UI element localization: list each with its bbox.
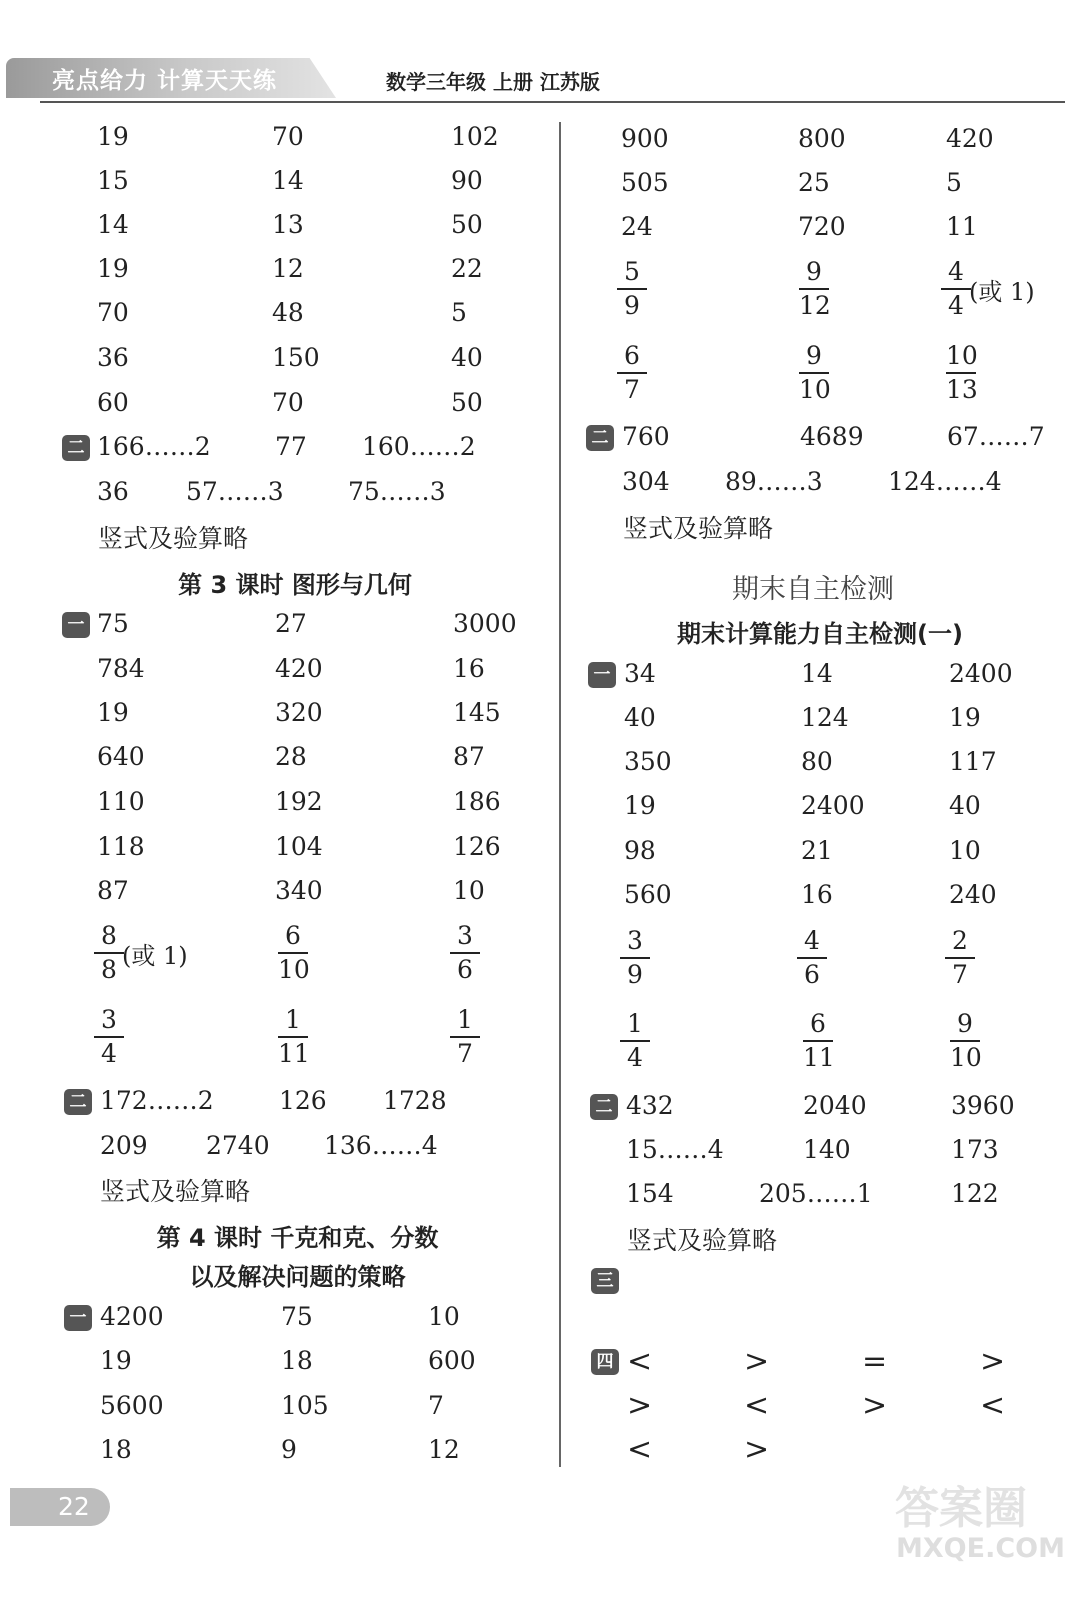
answer-cell: 16 [801,880,833,909]
answer-cell: 25 [798,168,830,197]
answer-cell: 98 [624,836,656,865]
fraction: 1 7 [450,1004,480,1070]
answer-cell: 75 [281,1302,313,1331]
answer-cell: 77 [275,432,307,461]
fraction: 3 9 [620,925,650,991]
answer-cell: 48 [272,298,304,327]
answer-cell: 3000 [453,609,517,638]
answer-cell: 5600 [100,1391,164,1420]
answer-cell: 173 [951,1135,999,1164]
answer-cell: 19 [624,791,656,820]
answer-cell: 21 [801,836,833,865]
section-badge: 二 [586,425,614,451]
fraction: 6 10 [278,921,310,984]
fraction: 1 4 [620,1008,650,1074]
note-text: 竖式及验算略 [623,514,774,543]
answer-cell: 50 [451,210,483,239]
note-text: 竖式及验算略 [100,1177,251,1206]
compare-symbol: > [862,1388,888,1423]
answer-cell: 60 [97,388,129,417]
answer-cell: 70 [272,388,304,417]
answer-cell: 18 [100,1435,132,1464]
answer-cell: 320 [275,698,323,727]
answer-cell: 3960 [951,1091,1015,1120]
answer-cell: 5 [451,298,467,327]
answer-cell: 40 [451,343,483,372]
compare-symbol: < [627,1432,653,1467]
fraction: 9 10 [799,341,831,404]
answer-cell: 136……4 [324,1131,438,1160]
fraction: 10 13 [946,341,978,404]
answer-cell: 118 [97,832,145,861]
answer-cell: 154 [626,1179,674,1208]
answer-cell: 18 [281,1346,313,1375]
header-rule [40,101,1065,103]
fraction: 2 7 [945,925,975,991]
answer-cell: 340 [275,876,323,905]
answer-cell: 19 [100,1346,132,1375]
answer-cell: 36 [97,477,129,506]
answer-cell: 12 [428,1435,460,1464]
answer-cell: 10 [428,1302,460,1331]
answer-cell: 192 [275,787,323,816]
answer-cell: 2400 [801,791,865,820]
answer-cell: 800 [798,124,846,153]
lesson-title: 第 3 课时 图形与几何 [178,571,412,599]
answer-cell: 11 [946,212,978,241]
answer-cell: 126 [453,832,501,861]
answer-cell: 102 [451,122,499,151]
answer-cell: 560 [624,880,672,909]
answer-cell: 67……7 [947,422,1045,451]
section-badge: 三 [591,1268,619,1294]
section-badge: 二 [64,1089,92,1115]
answer-cell: 640 [97,742,145,771]
lesson-title: 第 4 课时 千克和克、分数 [156,1224,439,1252]
note-text: 竖式及验算略 [627,1226,778,1255]
exam-title: 期末自主检测 [732,574,894,605]
page-number: 22 [58,1492,90,1521]
column-divider [559,122,561,1467]
answer-cell: 2740 [206,1131,270,1160]
answer-cell: 15 [97,166,129,195]
compare-symbol: = [862,1344,888,1379]
answer-cell: 600 [428,1346,476,1375]
answer-cell: 4689 [800,422,864,451]
answer-cell: 172……2 [100,1086,214,1115]
answer-cell: 145 [453,698,501,727]
answer-cell: 12 [272,254,304,283]
book-brand: 亮点给力 计算天天练 [52,68,278,94]
fraction: 8 8 [94,920,124,986]
answer-cell: 14 [272,166,304,195]
answer-cell: 50 [451,388,483,417]
answer-cell: 350 [624,747,672,776]
answer-cell: 420 [946,124,994,153]
note-text: 竖式及验算略 [98,524,249,553]
answer-cell: 5 [946,168,962,197]
fraction: 9 10 [950,1009,982,1072]
answer-cell: 784 [97,654,145,683]
answer-cell: 420 [275,654,323,683]
fraction: 3 4 [94,1004,124,1070]
answer-cell: 27 [275,609,307,638]
answer-cell: 19 [97,122,129,151]
fraction: 9 12 [799,257,831,320]
fraction: 4 6 [797,925,827,991]
answer-cell: 900 [621,124,669,153]
section-badge: 二 [62,435,90,461]
section-badge: 二 [590,1094,618,1120]
answer-cell: 505 [621,168,669,197]
fraction-note: (或 1) [969,278,1035,306]
answer-cell: 110 [97,787,145,816]
fraction: 3 6 [450,920,480,986]
book-subject: 数学三年级 上册 江苏版 [386,70,600,94]
lesson-title-line2: 以及解决问题的策略 [189,1263,406,1291]
answer-cell: 16 [453,654,485,683]
answer-cell: 240 [949,880,997,909]
answer-cell: 13 [272,210,304,239]
answer-cell: 90 [451,166,483,195]
answer-cell: 2400 [949,659,1013,688]
answer-cell: 70 [272,122,304,151]
answer-cell: 7 [428,1391,444,1420]
answer-cell: 22 [451,254,483,283]
answer-cell: 160……2 [362,432,476,461]
answer-cell: 80 [801,747,833,776]
section-badge: 一 [62,612,90,638]
answer-cell: 40 [949,791,981,820]
answer-cell: 186 [453,787,501,816]
answer-cell: 122 [951,1179,999,1208]
answer-cell: 19 [949,703,981,732]
answer-cell: 15……4 [626,1135,724,1164]
answer-cell: 124 [801,703,849,732]
fraction-note: (或 1) [122,942,188,970]
compare-symbol: < [627,1344,653,1379]
answer-cell: 205……1 [759,1179,873,1208]
fraction: 1 11 [278,1005,310,1068]
answer-cell: 87 [97,876,129,905]
answer-cell: 19 [97,254,129,283]
answer-cell: 34 [624,659,656,688]
answer-cell: 14 [97,210,129,239]
answer-cell: 2040 [803,1091,867,1120]
answer-cell: 126 [279,1086,327,1115]
answer-cell: 760 [622,422,670,451]
answer-cell: 24 [621,212,653,241]
fraction: 6 7 [617,340,647,406]
answer-cell: 150 [272,343,320,372]
answer-cell: 124……4 [888,467,1002,496]
answer-cell: 1728 [383,1086,447,1115]
compare-symbol: < [980,1388,1006,1423]
watermark-url: MXQE.COM [896,1533,1065,1564]
watermark-logo: 答案圈 [895,1483,1027,1534]
answer-cell: 9 [281,1435,297,1464]
answer-cell: 19 [97,698,129,727]
answer-cell: 209 [100,1131,148,1160]
section-badge: 一 [64,1305,92,1331]
fraction: 5 9 [617,256,647,322]
answer-cell: 70 [97,298,129,327]
answer-cell: 104 [275,832,323,861]
answer-cell: 36 [97,343,129,372]
answer-cell: 166……2 [97,432,211,461]
fraction: 6 11 [803,1009,835,1072]
compare-symbol: < [744,1388,770,1423]
answer-cell: 57……3 [186,477,284,506]
answer-cell: 75……3 [348,477,446,506]
section-badge: 四 [591,1349,619,1375]
answer-cell: 89……3 [725,467,823,496]
compare-symbol: > [980,1344,1006,1379]
answer-cell: 304 [622,467,670,496]
answer-cell: 28 [275,742,307,771]
answer-cell: 117 [949,747,997,776]
compare-symbol: > [744,1432,770,1467]
answer-cell: 10 [949,836,981,865]
answer-cell: 432 [626,1091,674,1120]
fraction: 4 4 [941,256,971,322]
compare-symbol: > [627,1388,653,1423]
answer-cell: 4200 [100,1302,164,1331]
answer-cell: 140 [803,1135,851,1164]
answer-cell: 87 [453,742,485,771]
exam-subtitle: 期末计算能力自主检测(一) [677,620,963,648]
answer-cell: 14 [801,659,833,688]
compare-symbol: > [744,1344,770,1379]
answer-cell: 75 [97,609,129,638]
answer-cell: 40 [624,703,656,732]
answer-cell: 720 [798,212,846,241]
answer-cell: 105 [281,1391,329,1420]
section-badge: 一 [588,662,616,688]
answer-cell: 10 [453,876,485,905]
